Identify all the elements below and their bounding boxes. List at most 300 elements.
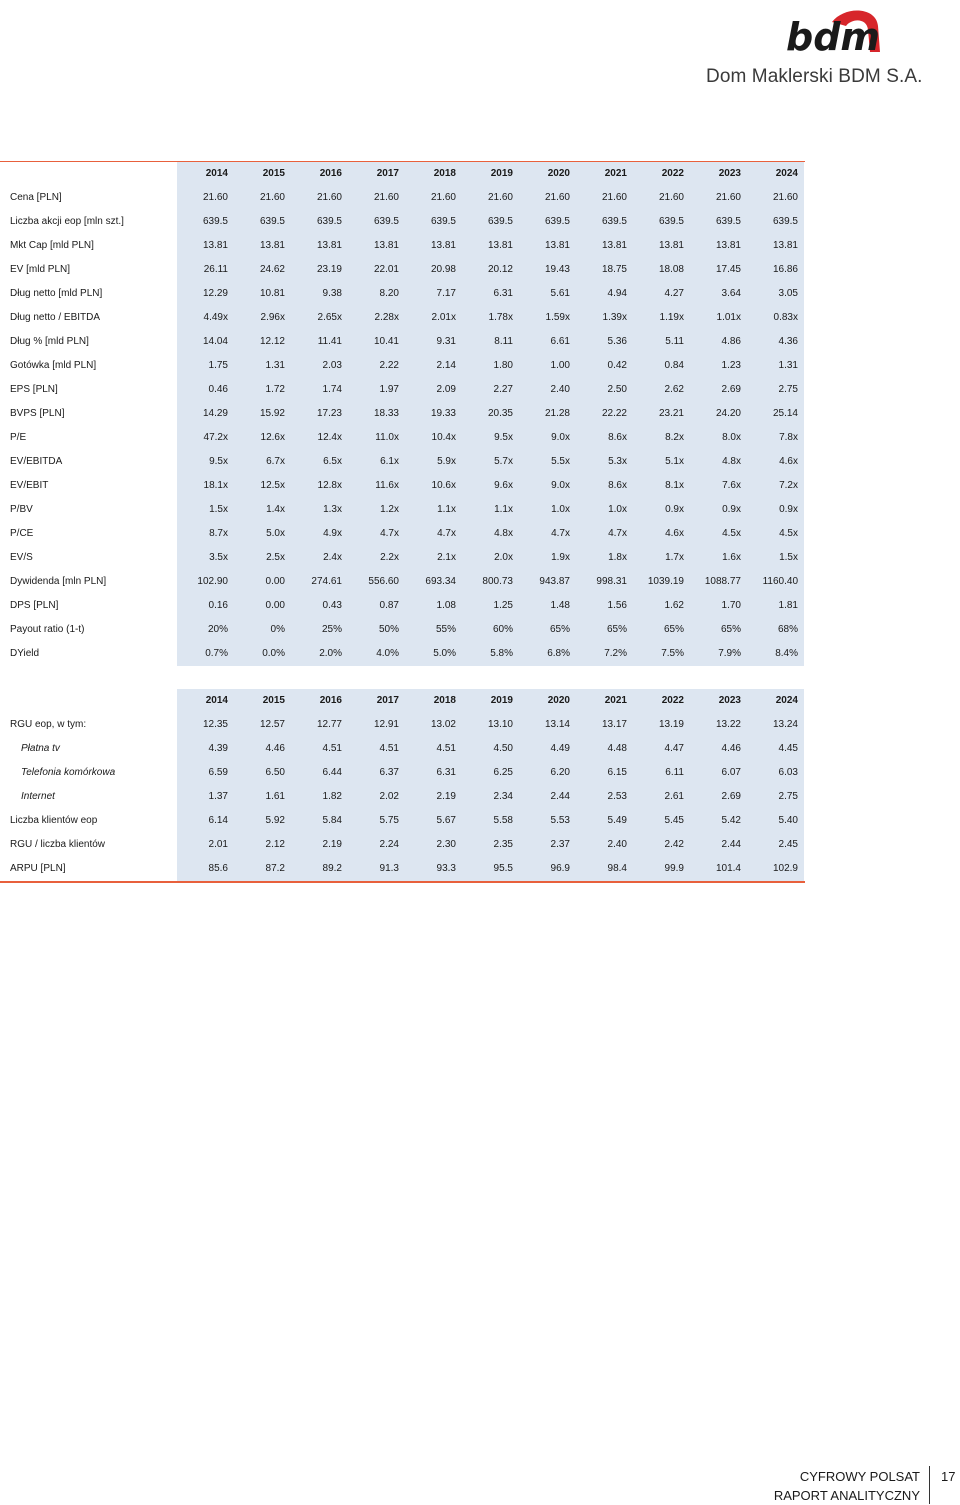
table-cell: 0.0% (262, 648, 285, 659)
table-cell: 1.81 (778, 600, 798, 611)
table-cell: 13.81 (316, 240, 342, 251)
table-cell: 1.31 (265, 360, 285, 371)
table-cell: 50% (378, 624, 399, 635)
table-row (0, 186, 805, 210)
table-cell: 4.7x (608, 528, 627, 539)
table-cell: 12.8x (317, 480, 342, 491)
table-cell: 13.81 (601, 240, 627, 251)
table-cell: 21.60 (373, 192, 399, 203)
table-cell: 20.12 (487, 264, 513, 275)
table-cell: 2.5x (266, 552, 285, 563)
row-label: P/CE (10, 528, 34, 539)
table-cell: 13.81 (259, 240, 285, 251)
table-cell: 7.6x (722, 480, 741, 491)
year-header: 2019 (490, 168, 513, 179)
table-cell: 800.73 (482, 576, 513, 587)
table-row (0, 570, 805, 594)
table-cell: 639.5 (601, 216, 627, 227)
bdm-logo-mark (784, 8, 884, 58)
table-cell: 2.12 (265, 839, 285, 850)
table-cell: 2.0x (494, 552, 513, 563)
table-cell: 7.8x (779, 432, 798, 443)
table-cell: 8.0x (722, 432, 741, 443)
table-cell: 5.45 (664, 815, 684, 826)
table-cell: 5.40 (778, 815, 798, 826)
row-label: Payout ratio (1-t) (10, 624, 85, 635)
table-cell: 93.3 (436, 863, 456, 874)
table-row (0, 785, 805, 809)
table-cell: 65% (663, 624, 684, 635)
table-cell: 8.11 (494, 336, 513, 347)
table-cell: 7.9% (718, 648, 741, 659)
table-cell: 274.61 (311, 576, 342, 587)
table-cell: 0.00 (265, 576, 285, 587)
table-cell: 12.77 (316, 719, 342, 730)
table-cell: 1.3x (323, 504, 342, 515)
table-cell: 10.81 (259, 288, 285, 299)
table-cell: 21.60 (658, 192, 684, 203)
table-cell: 6.50 (265, 767, 285, 778)
table-cell: 2.75 (778, 384, 798, 395)
operating-table (0, 689, 805, 883)
table-cell: 1.19x (659, 312, 684, 323)
operating-rows (0, 713, 805, 881)
table-cell: 1.48 (550, 600, 570, 611)
table-cell: 4.8x (722, 456, 741, 467)
table-cell: 17.45 (715, 264, 741, 275)
table-cell: 2.30 (436, 839, 456, 850)
table-cell: 10.4x (431, 432, 456, 443)
row-label: Internet (21, 791, 55, 802)
row-label: Płatna tv (21, 743, 60, 754)
table-cell: 9.5x (209, 456, 228, 467)
year-header: 2023 (718, 168, 741, 179)
table-cell: 4.47 (664, 743, 684, 754)
table-cell: 5.36 (607, 336, 627, 347)
table-cell: 6.25 (493, 767, 513, 778)
table-row (0, 402, 805, 426)
table-cell: 6.20 (550, 767, 570, 778)
valuation-table (0, 161, 805, 666)
table-cell: 2.62 (664, 384, 684, 395)
row-label: Dług netto / EBITDA (10, 312, 101, 323)
table-cell: 5.92 (265, 815, 285, 826)
table-cell: 1.9x (551, 552, 570, 563)
table-row (0, 330, 805, 354)
table-cell: 13.81 (487, 240, 513, 251)
table-cell: 7.2x (779, 480, 798, 491)
table-cell: 6.44 (322, 767, 342, 778)
table-cell: 0.46 (208, 384, 228, 395)
table-cell: 9.0x (551, 432, 570, 443)
table-cell: 2.34 (493, 791, 513, 802)
table-cell: 21.28 (544, 408, 570, 419)
table-row (0, 354, 805, 378)
table-cell: 2.27 (493, 384, 513, 395)
table-row (0, 857, 805, 881)
table-cell: 9.0x (551, 480, 570, 491)
table-cell: 2.53 (607, 791, 627, 802)
table-cell: 2.09 (436, 384, 456, 395)
table-cell: 693.34 (425, 576, 456, 587)
table-cell: 19.33 (430, 408, 456, 419)
table-cell: 1.23 (721, 360, 741, 371)
table-row (0, 594, 805, 618)
year-header: 2015 (262, 695, 285, 706)
table-cell: 0.84 (664, 360, 684, 371)
table-cell: 13.81 (772, 240, 798, 251)
table-cell: 21.60 (601, 192, 627, 203)
table-cell: 9.31 (436, 336, 456, 347)
table-cell: 1.7x (665, 552, 684, 563)
table-cell: 13.02 (430, 719, 456, 730)
table-cell: 12.5x (260, 480, 285, 491)
table-cell: 6.07 (721, 767, 741, 778)
table-cell: 2.4x (323, 552, 342, 563)
table-cell: 1.70 (721, 600, 741, 611)
row-label: EV/S (10, 552, 33, 563)
table-cell: 2.40 (550, 384, 570, 395)
table-cell: 5.5x (551, 456, 570, 467)
table-cell: 9.5x (494, 432, 513, 443)
year-header: 2014 (205, 168, 228, 179)
table-cell: 22.01 (373, 264, 399, 275)
year-header: 2022 (661, 695, 684, 706)
table-cell: 639.5 (487, 216, 513, 227)
year-header: 2020 (547, 168, 570, 179)
table-cell: 5.75 (379, 815, 399, 826)
row-label: RGU eop, w tym: (10, 719, 87, 730)
table-row (0, 234, 805, 258)
table-row (0, 618, 805, 642)
table-cell: 47.2x (203, 432, 228, 443)
table-cell: 13.81 (715, 240, 741, 251)
table-cell: 6.59 (208, 767, 228, 778)
table-cell: 1.5x (779, 552, 798, 563)
table-cell: 4.94 (607, 288, 627, 299)
table-row (0, 306, 805, 330)
table-cell: 98.4 (607, 863, 627, 874)
table-cell: 2.69 (721, 384, 741, 395)
table-cell: 8.6x (608, 432, 627, 443)
table-cell: 20% (207, 624, 228, 635)
table-cell: 4.49 (550, 743, 570, 754)
table-cell: 17.23 (316, 408, 342, 419)
table-cell: 5.0% (433, 648, 456, 659)
page-footer (774, 1467, 920, 1505)
table-cell: 2.50 (607, 384, 627, 395)
table-cell: 13.24 (772, 719, 798, 730)
year-header: 2016 (319, 168, 342, 179)
table-cell: 2.40 (607, 839, 627, 850)
row-label: Mkt Cap [mld PLN] (10, 240, 94, 251)
table-cell: 1.72 (265, 384, 285, 395)
table-cell: 1.39x (602, 312, 627, 323)
table-cell: 24.20 (715, 408, 741, 419)
table-cell: 21.60 (772, 192, 798, 203)
table-cell: 20.35 (487, 408, 513, 419)
table-cell: 2.01 (208, 839, 228, 850)
table-cell: 12.35 (202, 719, 228, 730)
table-cell: 2.0% (319, 648, 342, 659)
company-name: Dom Maklerski BDM S.A. (706, 66, 923, 87)
table-cell: 5.3x (608, 456, 627, 467)
table-cell: 26.11 (203, 264, 228, 275)
table-cell: 0.7% (205, 648, 228, 659)
table-cell: 13.10 (487, 719, 513, 730)
table-cell: 1088.77 (704, 576, 741, 587)
row-label: EV/EBIT (10, 480, 49, 491)
table-cell: 13.81 (658, 240, 684, 251)
footer-report: RAPORT ANALITYCZNY (773, 1488, 920, 1503)
table-cell: 8.2x (665, 432, 684, 443)
table-row (0, 737, 805, 761)
year-header: 2016 (319, 695, 342, 706)
table-cell: 2.44 (721, 839, 741, 850)
year-header: 2014 (205, 695, 228, 706)
table-cell: 1.4x (266, 504, 285, 515)
year-header: 2015 (262, 168, 285, 179)
table-cell: 4.50 (493, 743, 513, 754)
table-cell: 65% (606, 624, 627, 635)
logo-letters: bdm (786, 15, 880, 58)
table-cell: 1.31 (778, 360, 798, 371)
table-cell: 639.5 (373, 216, 399, 227)
table-cell: 4.46 (265, 743, 285, 754)
table-cell: 4.5x (722, 528, 741, 539)
table-cell: 7.2% (604, 648, 627, 659)
table-cell: 2.28x (374, 312, 399, 323)
table-cell: 6.61 (550, 336, 570, 347)
footer-divider (929, 1466, 930, 1504)
page-number: 17 (941, 1469, 956, 1484)
table-cell: 639.5 (544, 216, 570, 227)
table-cell: 4.45 (778, 743, 798, 754)
table-cell: 6.1x (380, 456, 399, 467)
row-label: BVPS [PLN] (10, 408, 65, 419)
row-label: P/E (10, 432, 27, 443)
table-cell: 13.81 (430, 240, 456, 251)
table-cell: 0.00 (265, 600, 285, 611)
table-cell: 5.8% (490, 648, 513, 659)
table-cell: 21.60 (715, 192, 741, 203)
table-cell: 4.49x (203, 312, 228, 323)
table-cell: 4.8x (494, 528, 513, 539)
table-cell: 2.2x (380, 552, 399, 563)
table-cell: 1.56 (607, 600, 627, 611)
table-cell: 6.11 (665, 767, 684, 778)
table-cell: 0.16 (208, 600, 228, 611)
table-row (0, 378, 805, 402)
row-label: RGU / liczba klientów (10, 839, 106, 850)
table-cell: 1039.19 (647, 576, 684, 587)
table-cell: 6.8% (547, 648, 570, 659)
table-cell: 2.96x (260, 312, 285, 323)
table-cell: 1.97 (379, 384, 399, 395)
table-cell: 65% (720, 624, 741, 635)
table-cell: 639.5 (772, 216, 798, 227)
table-cell: 1.2x (380, 504, 399, 515)
table-cell: 1.1x (437, 504, 456, 515)
table-cell: 12.57 (259, 719, 285, 730)
table-row (0, 474, 805, 498)
table-cell: 12.91 (373, 719, 399, 730)
table-cell: 5.84 (322, 815, 342, 826)
table-cell: 8.4% (775, 648, 798, 659)
year-header: 2022 (661, 168, 684, 179)
table-cell: 1.59x (545, 312, 570, 323)
table-cell: 13.14 (544, 719, 570, 730)
table-cell: 18.1x (203, 480, 228, 491)
row-label: Telefonia komórkowa (21, 767, 116, 778)
table-cell: 1.6x (722, 552, 741, 563)
table-cell: 12.29 (202, 288, 228, 299)
table-header-row (0, 689, 805, 713)
year-header: 2017 (376, 695, 399, 706)
table-cell: 18.33 (373, 408, 399, 419)
table-cell: 15.92 (259, 408, 285, 419)
table-row (0, 761, 805, 785)
table-cell: 21.60 (544, 192, 570, 203)
table-cell: 21.60 (316, 192, 342, 203)
table-cell: 5.53 (550, 815, 570, 826)
footer-company: CYFROWY POLSAT (799, 1469, 920, 1484)
table-row (0, 258, 805, 282)
table-cell: 11.0x (375, 432, 399, 443)
table-cell: 4.5x (779, 528, 798, 539)
table-cell: 65% (549, 624, 570, 635)
table-cell: 3.05 (778, 288, 798, 299)
row-label: EV [mld PLN] (10, 264, 71, 275)
table-cell: 6.7x (266, 456, 285, 467)
table-cell: 1.08 (436, 600, 456, 611)
table-cell: 11.41 (317, 336, 342, 347)
table-cell: 7.5% (661, 648, 684, 659)
table-cell: 4.6x (665, 528, 684, 539)
table-cell: 1.25 (493, 600, 513, 611)
table-cell: 20.98 (430, 264, 456, 275)
table-row (0, 833, 805, 857)
table-cell: 0.43 (322, 600, 342, 611)
table-cell: 12.6x (260, 432, 285, 443)
table-cell: 8.20 (379, 288, 399, 299)
table-cell: 2.02 (379, 791, 399, 802)
table-cell: 0.87 (379, 600, 399, 611)
table-cell: 5.11 (665, 336, 684, 347)
table-row (0, 809, 805, 833)
table-row (0, 642, 805, 666)
table-cell: 0.42 (607, 360, 627, 371)
table-cell: 5.61 (550, 288, 570, 299)
table-cell: 68% (777, 624, 798, 635)
table-cell: 639.5 (259, 216, 285, 227)
table-cell: 4.7x (551, 528, 570, 539)
table-cell: 60% (492, 624, 513, 635)
table-cell: 998.31 (596, 576, 627, 587)
table-cell: 18.75 (601, 264, 627, 275)
table-cell: 1.75 (208, 360, 228, 371)
table-cell: 21.60 (487, 192, 513, 203)
table-cell: 6.14 (208, 815, 228, 826)
table-cell: 3.5x (209, 552, 228, 563)
table-cell: 639.5 (658, 216, 684, 227)
table-cell: 13.17 (601, 719, 627, 730)
year-header: 2024 (775, 695, 798, 706)
table-cell: 23.19 (316, 264, 342, 275)
table-cell: 18.08 (658, 264, 684, 275)
table-cell: 4.46 (721, 743, 741, 754)
table-cell: 2.03 (322, 360, 342, 371)
table-cell: 14.29 (202, 408, 228, 419)
table-cell: 4.86 (721, 336, 741, 347)
valuation-rows (0, 186, 805, 666)
year-header: 2017 (376, 168, 399, 179)
bdm-logo (700, 8, 950, 88)
table-cell: 55% (435, 624, 456, 635)
table-cell: 99.9 (664, 863, 684, 874)
table-cell: 6.5x (323, 456, 342, 467)
table-cell: 22.22 (601, 408, 627, 419)
table-cell: 89.2 (322, 863, 342, 874)
table-cell: 6.31 (436, 767, 456, 778)
table-header-row (0, 162, 805, 186)
table-cell: 1.0x (551, 504, 570, 515)
table-row (0, 450, 805, 474)
table-cell: 13.81 (373, 240, 399, 251)
table-cell: 8.6x (608, 480, 627, 491)
table-cell: 5.58 (493, 815, 513, 826)
table-cell: 4.51 (436, 743, 456, 754)
table-cell: 0.9x (665, 504, 684, 515)
table-cell: 1.00 (550, 360, 570, 371)
table-cell: 4.0% (376, 648, 399, 659)
table-cell: 4.6x (779, 456, 798, 467)
table-cell: 4.51 (322, 743, 342, 754)
table-row (0, 210, 805, 234)
table-cell: 0.9x (779, 504, 798, 515)
table-cell: 6.03 (778, 767, 798, 778)
row-label: Dług % [mld PLN] (10, 336, 89, 347)
table-cell: 4.36 (778, 336, 798, 347)
table-cell: 10.6x (431, 480, 456, 491)
table-cell: 91.3 (379, 863, 399, 874)
table-row (0, 546, 805, 570)
row-label: Cena [PLN] (10, 192, 62, 203)
table-cell: 5.42 (721, 815, 741, 826)
table-cell: 4.9x (323, 528, 342, 539)
row-label: EPS [PLN] (10, 384, 58, 395)
table-cell: 11.6x (375, 480, 399, 491)
table-cell: 639.5 (430, 216, 456, 227)
table-row (0, 522, 805, 546)
table-cell: 96.9 (550, 863, 570, 874)
year-header: 2019 (490, 695, 513, 706)
table-cell: 5.1x (665, 456, 684, 467)
table-cell: 13.81 (202, 240, 228, 251)
table-cell: 5.67 (436, 815, 456, 826)
table-cell: 4.39 (208, 743, 228, 754)
table-cell: 13.81 (544, 240, 570, 251)
table-row (0, 713, 805, 737)
table-cell: 2.35 (493, 839, 513, 850)
table-cell: 16.86 (772, 264, 798, 275)
year-header: 2021 (604, 168, 627, 179)
table-cell: 2.45 (778, 839, 798, 850)
table-cell: 21.60 (202, 192, 228, 203)
table-cell: 2.14 (436, 360, 456, 371)
table-cell: 6.37 (379, 767, 399, 778)
table-cell: 639.5 (715, 216, 741, 227)
